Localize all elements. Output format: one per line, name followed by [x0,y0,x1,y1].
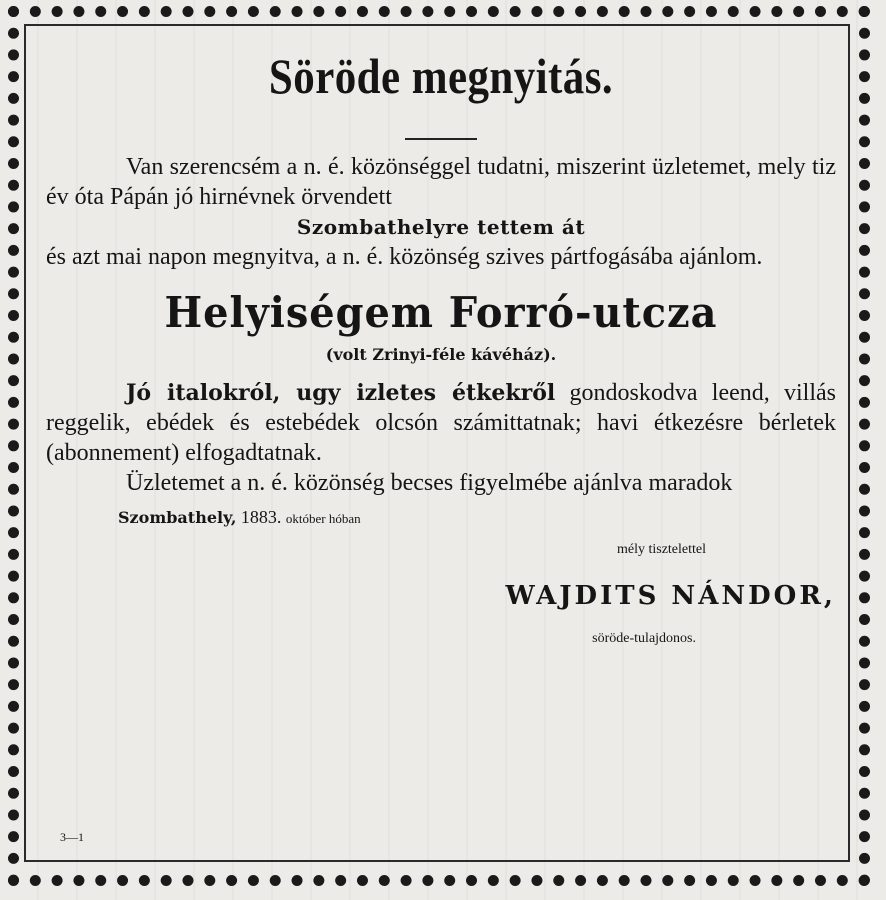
title-divider [405,138,477,140]
date-year: 1883. [236,507,286,527]
dateline [46,504,836,532]
moved-notice: Szombathelyre tettem át [296,215,586,239]
insertion-reference: 3—1 [60,830,84,844]
advertisement [46,44,836,650]
date-month: október hóban [285,511,361,526]
paragraph-offerings [46,378,836,468]
signature: WAJDITS NÁNDOR, [505,581,836,611]
greeting: mély tisztelettel [616,542,706,557]
signer-role: söröde-tulajdonos. [592,631,696,646]
offerings-lead: Jó italokról, ugy izletes étkekről [126,380,556,406]
paragraph-opening: és azt mai napon megnyitva, a n. é. közönség szives pártfogásába ajánlom. [46,244,763,270]
offerings-text: gondoskodva leend, villás reggelik, ebédek és estebédek olcsón számittatnak; havi étkezésre bérletek (abonnement) elfogadtatnak. [46,380,836,466]
paragraph-intro: Van szerencsém a n. é. közönséggel tudatni, miszerint üzletemet, mely tiz év óta Pápán jó hirnévnek örvendett [46,154,836,210]
former-location-note: (volt Zrinyi-féle kávéház). [325,345,557,364]
date-place: Szombathely, [118,508,237,527]
ad-title: Söröde megnyitás. [268,48,614,104]
location-headline: Helyiségem Forró-utcza [164,288,718,337]
paragraph-closing: Üzletemet a n. é. közönség becses figyelmébe ajánlva maradok [126,470,733,496]
